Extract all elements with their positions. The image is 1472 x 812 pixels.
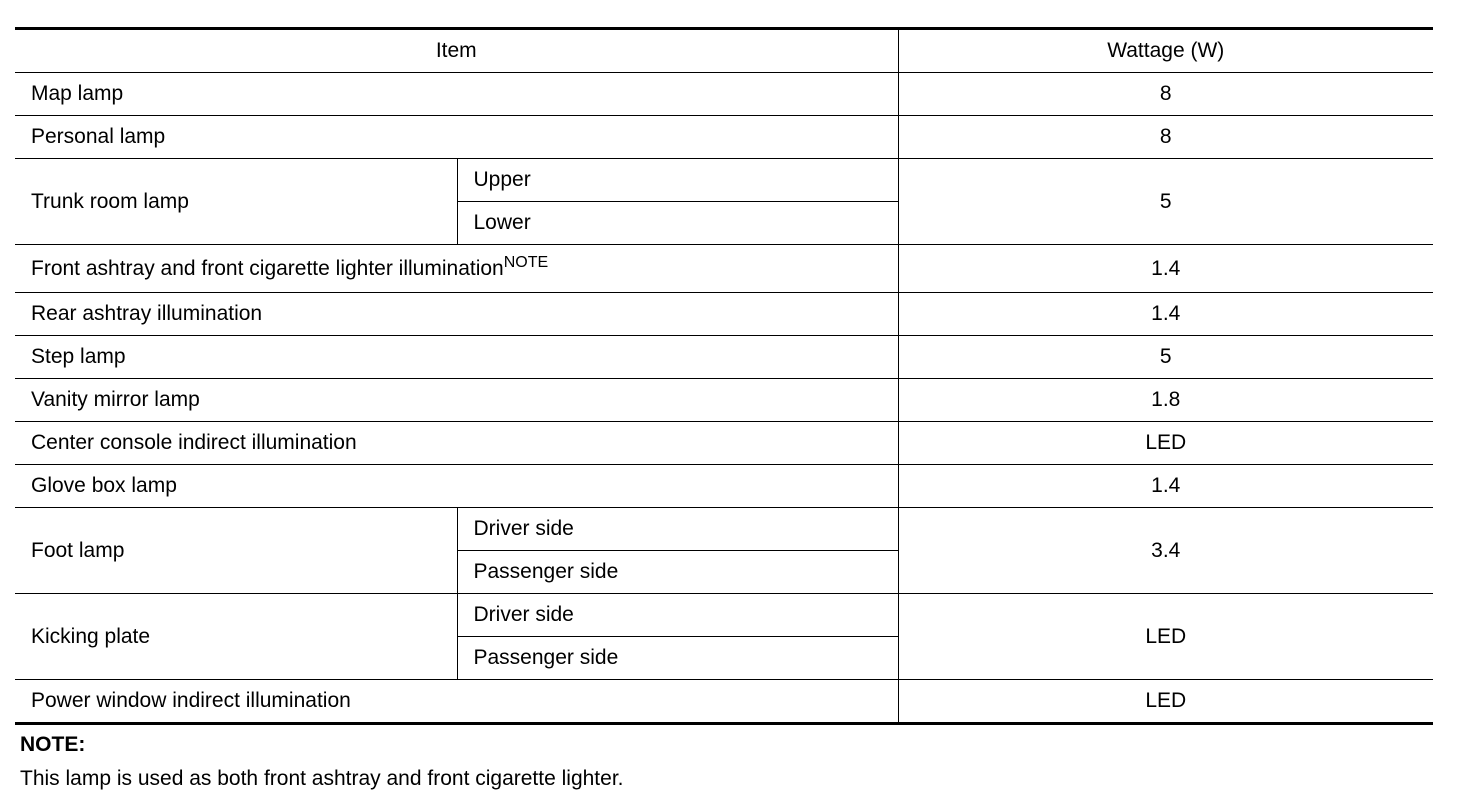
- row-wattage-value: 1.8: [898, 379, 1433, 422]
- row-item-label: Step lamp: [15, 336, 898, 379]
- row-wattage-value: 1.4: [898, 245, 1433, 293]
- note-text: This lamp is used as both front ashtray and front cigarette lighter.: [20, 767, 624, 790]
- row-wattage-value: 5: [898, 336, 1433, 379]
- row-wattage-value: 8: [898, 73, 1433, 116]
- row-item-text: Front ashtray and front cigarette lighter illumination: [31, 256, 504, 280]
- table-row: [15, 245, 1433, 293]
- table-row: [15, 293, 1433, 336]
- row-item-label: Personal lamp: [15, 116, 898, 159]
- row-item-label: Power window indirect illumination: [15, 680, 898, 724]
- row-sub-label: Upper: [457, 159, 898, 202]
- row-sub-label: Driver side: [457, 508, 898, 551]
- table-row: [15, 159, 1433, 202]
- row-sub-label: Driver side: [457, 594, 898, 637]
- table-row: [15, 379, 1433, 422]
- header-item: Item: [15, 29, 898, 73]
- row-item-label: Map lamp: [15, 73, 898, 116]
- row-wattage-value: 1.4: [898, 465, 1433, 508]
- table-row: [15, 116, 1433, 159]
- table-row: [15, 422, 1433, 465]
- row-item-label: Foot lamp: [15, 508, 457, 594]
- row-wattage-value: 8: [898, 116, 1433, 159]
- row-wattage-value: LED: [898, 422, 1433, 465]
- row-item-label: [15, 245, 898, 293]
- table-row: [15, 680, 1433, 724]
- table-row: [15, 73, 1433, 116]
- row-item-label: Kicking plate: [15, 594, 457, 680]
- row-item-label: Vanity mirror lamp: [15, 379, 898, 422]
- table-row: [15, 336, 1433, 379]
- row-item-label: Rear ashtray illumination: [15, 293, 898, 336]
- note-title: NOTE:: [20, 733, 86, 756]
- row-wattage-value: 3.4: [898, 508, 1433, 594]
- table-header-row: [15, 29, 1433, 73]
- row-wattage-value: LED: [898, 680, 1433, 724]
- row-wattage-value: LED: [898, 594, 1433, 680]
- header-wattage: Wattage (W): [898, 29, 1433, 73]
- wattage-table: [15, 27, 1433, 725]
- note-reference: NOTE: [503, 253, 549, 271]
- row-wattage-value: 1.4: [898, 293, 1433, 336]
- row-sub-label: Lower: [457, 202, 898, 245]
- table-row: [15, 594, 1433, 637]
- row-sub-label: Passenger side: [457, 551, 898, 594]
- row-item-label: Center console indirect illumination: [15, 422, 898, 465]
- row-sub-label: Passenger side: [457, 637, 898, 680]
- row-item-label: Glove box lamp: [15, 465, 898, 508]
- table-row: [15, 508, 1433, 551]
- row-item-label: Trunk room lamp: [15, 159, 457, 245]
- table-row: [15, 465, 1433, 508]
- row-wattage-value: 5: [898, 159, 1433, 245]
